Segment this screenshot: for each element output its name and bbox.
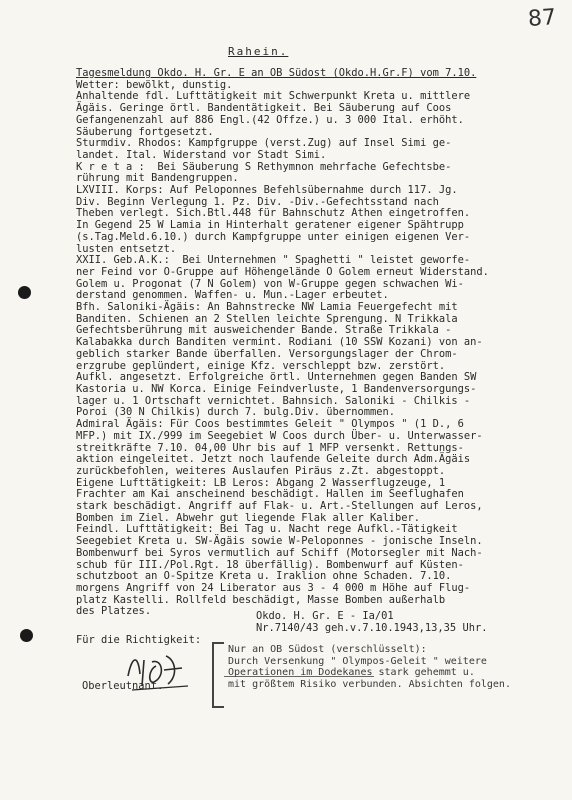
report-line: Theben verlegt. Sich.Btl.448 für Bahnschutz Athen eingetroffen. bbox=[76, 207, 471, 220]
report-line: geblich starker Bande überfallen. Versorgungslager der Chrom- bbox=[76, 347, 458, 360]
report-line: derstand genommen. Waffen- u. Mun.-Lager erbeutet. bbox=[76, 289, 389, 302]
report-line: Banditen. Schienen an 2 Stellen leichte Sprengung. N Trikkala bbox=[76, 312, 458, 325]
report-line: erzgrube geplündert, einige Kfz. verschleppt bzw. zerstört. bbox=[76, 359, 446, 372]
report-line: landet. Ital. Widerstand vor Stadt Simi. bbox=[76, 148, 327, 161]
report-line: Kalabakka durch Banditen vermint. Rodiani (10 SSW Kozani) von an- bbox=[76, 336, 483, 349]
report-line: Frachter am Kai anscheinend beschädigt. Hallen im Seeflughafen bbox=[76, 488, 464, 501]
attestation-text: Für die Richtigkeit: bbox=[76, 634, 202, 646]
report-line: Anhaltende fdl. Lufttätigkeit mit Schwerpunkt Kreta u. mittlere bbox=[76, 90, 471, 103]
report-line: aktion eingeleitet. Jetzt noch laufende Geleite durch Adm.Ägäis bbox=[76, 453, 471, 466]
report-line: streitkräfte 7.10. 04,00 Uhr bis auf 1 MFP versenkt. Rettungs- bbox=[76, 441, 464, 454]
report-line: (s.Tag.Meld.6.10.) durch Kampfgruppe unter einigen eigenen Ver- bbox=[76, 230, 471, 243]
stamp-bracket bbox=[212, 642, 224, 708]
punch-hole-top bbox=[18, 286, 31, 299]
report-line: Säuberung fortgesetzt. bbox=[76, 125, 214, 138]
report-line: Aufkl. angesetzt. Erfolgreiche örtl. Unternehmen gegen Banden SW bbox=[76, 371, 477, 384]
reference-line: Nr.7140/43 geh.v.7.10.1943,13,35 Uhr. bbox=[256, 622, 488, 634]
punch-hole-bottom bbox=[20, 629, 33, 642]
report-line: Eigene Lufttätigkeit: LB Leros: Abgang 2 Wasserflugzeuge, 1 bbox=[76, 476, 446, 489]
stamp-line-3: Operationen im Dodekanes stark gehemmt u. bbox=[228, 667, 475, 678]
report-line: Bfh. Saloniki-Ägäis: An Bahnstrecke NW Lamia Feuergefecht mit bbox=[76, 301, 458, 314]
report-line: zurückbefohlen, weiteres Auslaufen Piräus z.Zt. abgestoppt. bbox=[76, 464, 446, 477]
sender-line: Okdo. H. Gr. E - Ia/01 bbox=[256, 610, 394, 622]
report-line: In Gegend 25 W Lamia in Hinterhalt geratener eigener Spähtrupp bbox=[76, 219, 464, 232]
report-line: Bomben im Ziel. Abwehr gut liegende Flak aller Kaliber. bbox=[76, 511, 421, 524]
report-line: schub für III./Pol.Rgt. 18 überfällig). Bombenwurf auf Küsten- bbox=[76, 558, 464, 571]
stamp-line-2: Durch Versenkung " Olympos-Geleit " weitere bbox=[228, 655, 487, 667]
report-line: ner Feind vor O-Gruppe auf Höhengelände O Golem erneut Widerstand. bbox=[76, 265, 489, 278]
report-line: Ägäis. Geringe örtl. Bandentätigkeit. Bei Säuberung auf Coos bbox=[76, 102, 452, 115]
report-line: lager u. 1 Ortschaft vernichtet. Bahnsich. Saloniki - Chilkis - bbox=[76, 394, 471, 407]
report-body bbox=[76, 68, 546, 618]
report-line: Admiral Ägäis: Für Coos bestimmtes Geleit " Olympos " (1 D., 6 bbox=[76, 418, 464, 431]
report-line: morgens Angriff von 24 Liberator aus 3 - 4 000 m Höhe auf Flug- bbox=[76, 581, 471, 594]
report-line: Div. Beginn Verlegung 1. Pz. Div. -Div.-Gefechtsstand nach bbox=[76, 195, 439, 208]
report-line: lusten entsetzt. bbox=[76, 242, 177, 255]
report-line: Seegebiet Kreta u. SW-Ägäis sowie W-Peloponnes - jonische Inseln. bbox=[76, 535, 483, 548]
document-heading: Rahein. bbox=[228, 45, 289, 58]
stamp-line-1: Nur an OB Südost (verschlüsselt): bbox=[228, 644, 427, 655]
report-line: Golem u. Progonat (7 N Golem) von W-Gruppe gegen schwachen Wi- bbox=[76, 277, 464, 290]
report-line: platz Kastelli. Rollfeld beschädigt, Masse Bomben außerhalb bbox=[76, 593, 446, 606]
report-line: XXII. Geb.A.K.: Bei Unternehmen " Spaghetti " leistet geworfe- bbox=[76, 254, 471, 267]
report-line: Feindl. Lufttätigkeit: Bei Tag u. Nacht rege Aufkl.-Tätigkeit bbox=[76, 523, 458, 536]
signature-block bbox=[256, 610, 487, 634]
report-line: Gefangenenzahl auf 886 Engl.(42 Offze.) u. 3 000 Ital. erhöht. bbox=[76, 113, 464, 126]
report-line: stark beschädigt. Angriff auf Flak- u. Art.-Stellungen auf Leros, bbox=[76, 500, 483, 513]
report-line: Gefechtsberührung mit ausweichender Bande. Straße Trikkala - bbox=[76, 324, 452, 337]
page-number: 87 bbox=[527, 5, 557, 32]
report-line: MFP.) mit IX./999 im Seegebiet W Coos durch Über- u. Unterwasser- bbox=[76, 429, 483, 442]
report-line: Poroi (30 N Chilkis) durch 7. bulg.Div. übernommen. bbox=[76, 406, 396, 419]
report-line: Sturmdiv. Rhodos: Kampfgruppe (verst.Zug) auf Insel Simi ge- bbox=[76, 137, 452, 150]
report-line: K r e t a : Bei Säuberung S Rethymnon mehrfache Gefechtsbe- bbox=[76, 160, 452, 173]
stamp-line-4: mit größtem Risiko verbunden. Absichten folgen. bbox=[228, 678, 511, 690]
stamped-addendum bbox=[212, 642, 552, 704]
stamp-text bbox=[228, 644, 511, 690]
report-line: Tagesmeldung Okdo. H. Gr. E an OB Südost (Okdo.H.Gr.F) vom 7.10. bbox=[76, 67, 477, 79]
report-line: Bombenwurf bei Syros vermutlich auf Schiff (Motorsegler mit Nach- bbox=[76, 546, 483, 559]
report-line: des Platzes. bbox=[76, 605, 152, 618]
report-line: Kastoria u. NW Korca. Einige Feindverluste, 1 Bandenversorgungs- bbox=[76, 382, 477, 395]
rank-label: Oberleutnant. bbox=[82, 680, 164, 692]
report-line: schutzboot an O-Spitze Kreta u. Iraklion ohne Schaden. 7.10. bbox=[76, 570, 452, 583]
report-line: rührung mit Bandengruppen. bbox=[76, 172, 239, 185]
report-line: LXVIII. Korps: Auf Peloponnes Befehlsübernahme durch 117. Jg. bbox=[76, 184, 458, 197]
report-line: Wetter: bewölkt, dunstig. bbox=[76, 78, 233, 91]
